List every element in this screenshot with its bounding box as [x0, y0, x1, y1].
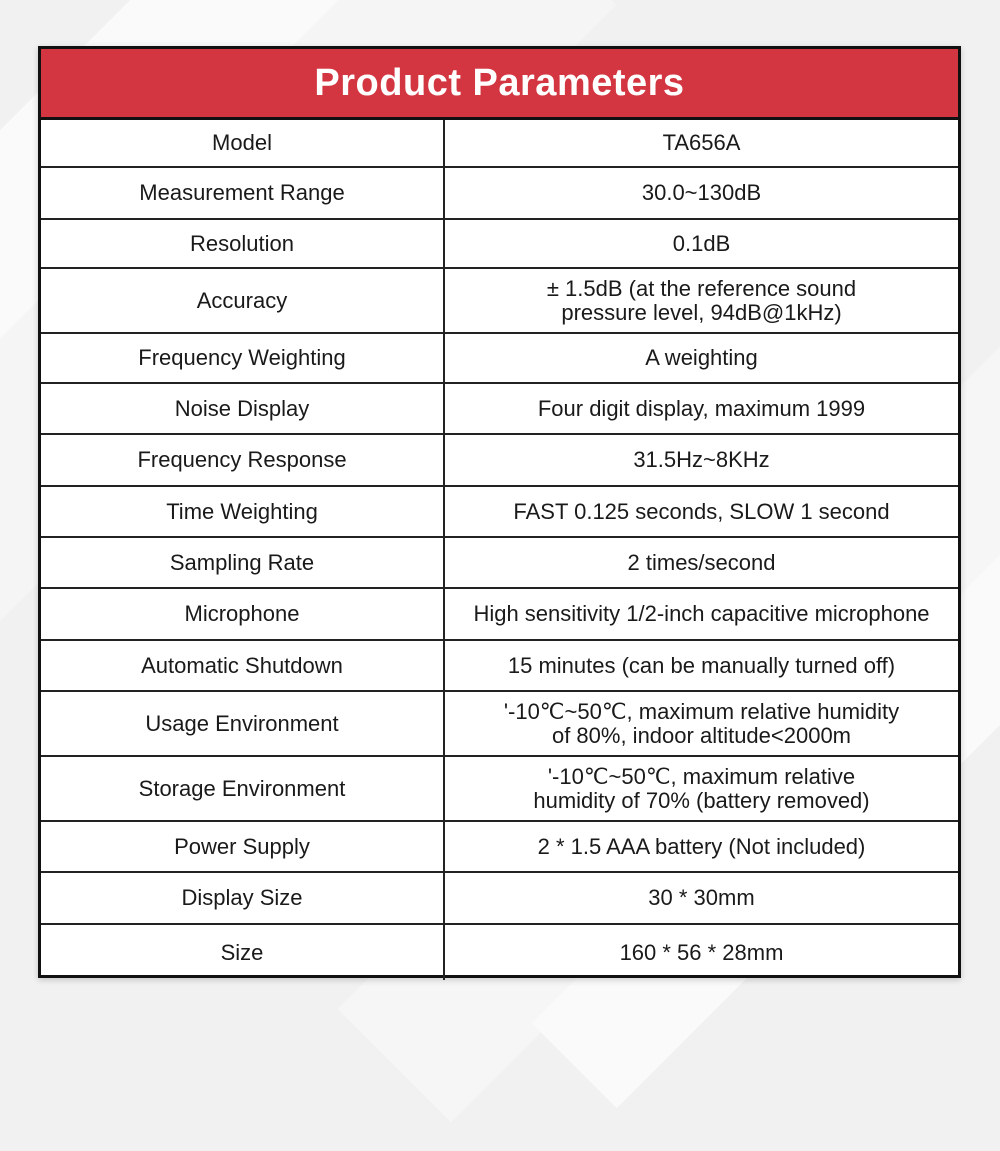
parameter-name: Time Weighting — [41, 487, 445, 536]
table-row — [41, 435, 958, 487]
parameter-value: 2 times/second — [627, 549, 776, 575]
parameter-name: Power Supply — [41, 822, 445, 871]
parameter-value: '-10℃~50℃, maximum relative humidity of 80%, indoor altitude<2000m — [503, 698, 900, 748]
parameter-name: Automatic Shutdown — [41, 641, 445, 690]
parameter-name: Usage Environment — [41, 692, 445, 755]
table-row — [41, 120, 958, 168]
parameter-name: Size — [41, 925, 445, 980]
table-row — [41, 487, 958, 538]
parameter-name: Frequency Weighting — [41, 334, 445, 382]
parameter-value: 30 * 30mm — [648, 885, 755, 910]
parameter-name: Sampling Rate — [41, 538, 445, 587]
parameter-value: TA656A — [662, 130, 741, 155]
parameter-value: 15 minutes (can be manually turned off) — [507, 652, 896, 678]
parameter-value: 31.5Hz~8KHz — [633, 447, 770, 472]
parameter-value: ± 1.5dB (at the reference sound pressure level, 94dB@1kHz) — [546, 275, 857, 325]
parameter-name: Microphone — [41, 589, 445, 639]
parameter-name: Display Size — [41, 873, 445, 923]
table-row — [41, 641, 958, 692]
parameter-name: Noise Display — [41, 384, 445, 433]
table-row — [41, 757, 958, 822]
table-title: Product Parameters — [314, 61, 685, 104]
table-row — [41, 168, 958, 220]
parameter-name: Accuracy — [41, 269, 445, 332]
table-row — [41, 220, 958, 269]
table-row — [41, 873, 958, 925]
table-row — [41, 384, 958, 435]
parameter-name: Model — [41, 120, 445, 166]
parameter-name: Frequency Response — [41, 435, 445, 485]
parameter-value: A weighting — [645, 345, 758, 370]
table-row — [41, 822, 958, 873]
parameter-value: 160 * 56 * 28mm — [619, 939, 784, 965]
parameter-name: Measurement Range — [41, 168, 445, 218]
table-row — [41, 538, 958, 589]
table-row — [41, 692, 958, 757]
table-row — [41, 334, 958, 384]
parameter-value: '-10℃~50℃, maximum relative humidity of 70% (battery removed) — [533, 763, 870, 813]
table-row — [41, 269, 958, 334]
parameter-value: FAST 0.125 seconds, SLOW 1 second — [513, 498, 890, 524]
table-row — [41, 925, 958, 980]
parameter-value: Four digit display, maximum 1999 — [537, 395, 866, 421]
table-header — [41, 49, 958, 120]
table-row — [41, 589, 958, 641]
parameter-value: 0.1dB — [672, 230, 731, 256]
parameters-table — [38, 46, 961, 978]
parameter-value: High sensitivity 1/2-inch capacitive microphone — [473, 601, 930, 626]
parameter-value: 30.0~130dB — [641, 180, 762, 205]
parameter-value: 2 * 1.5 AAA battery (Not included) — [537, 833, 866, 859]
table-body — [41, 120, 958, 980]
parameter-name: Storage Environment — [41, 757, 445, 820]
parameter-name: Resolution — [41, 220, 445, 267]
